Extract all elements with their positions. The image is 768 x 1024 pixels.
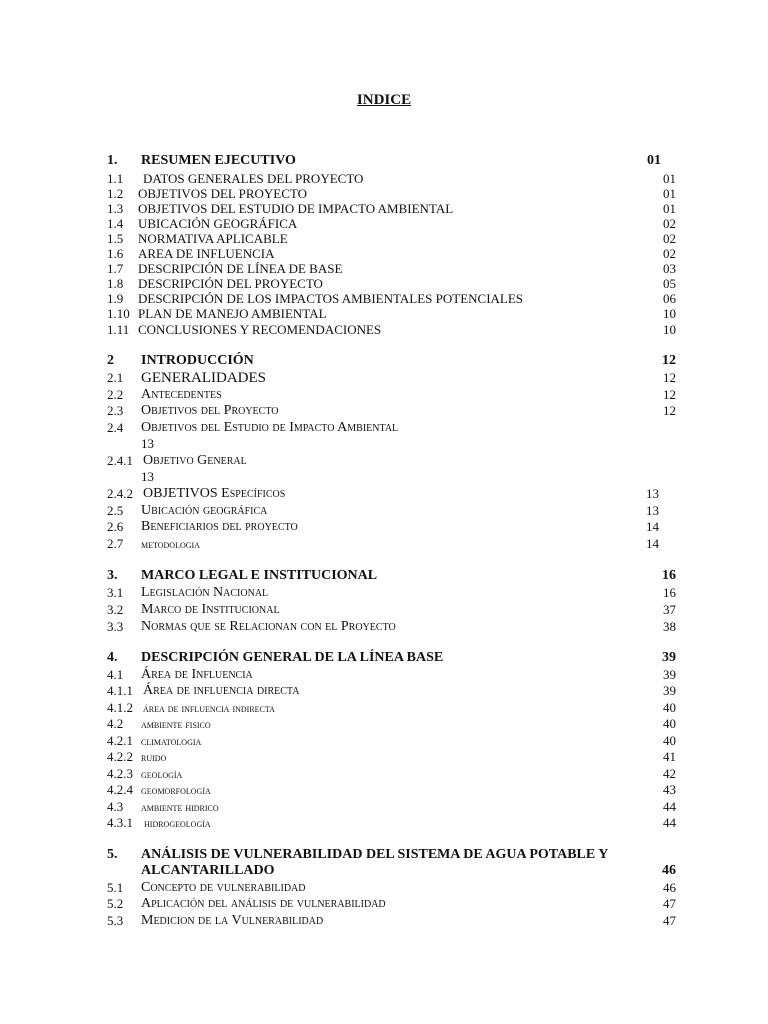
- item-page: 06: [663, 291, 676, 306]
- item-number: 2.6: [107, 519, 124, 534]
- item-page: 40: [663, 733, 676, 748]
- item-number: 1.9: [107, 291, 124, 306]
- item-number: 2.1: [107, 370, 124, 385]
- item-number: 2.4: [107, 420, 124, 435]
- section-title: INTRODUCCIÓN: [141, 353, 254, 368]
- item-page: 42: [663, 766, 676, 781]
- section-number: 5.: [107, 847, 118, 862]
- item-number: 4.2.3: [107, 766, 133, 781]
- toc-item-2-3: [0, 402, 768, 420]
- toc-item-2-4: [0, 419, 768, 437]
- item-number: 4.1.2: [107, 700, 133, 715]
- item-page: 47: [663, 896, 676, 911]
- section-title-continued: ALCANTARILLADO: [141, 863, 275, 878]
- toc-item-4-3-1: [0, 814, 768, 832]
- toc-section-4: [0, 649, 768, 667]
- item-number: 1.10: [107, 306, 130, 321]
- item-title: OBJETIVOS DEL PROYECTO: [138, 186, 308, 201]
- item-title: OBJETIVOS Específicos: [143, 486, 286, 501]
- toc-item-2-6: [0, 518, 768, 536]
- item-title: Objetivo General: [143, 453, 247, 468]
- item-title: OBJETIVOS DEL ESTUDIO DE IMPACTO AMBIENTAL: [138, 201, 454, 216]
- toc-item-4-2: [0, 715, 768, 733]
- item-page: 01: [663, 201, 676, 216]
- item-page: 02: [663, 246, 676, 261]
- item-number: 1.11: [107, 322, 130, 337]
- item-title: DESCRIPCIÓN DE LÍNEA DE BASE: [138, 261, 343, 276]
- item-title: Objetivos del Proyecto: [141, 403, 279, 418]
- item-page: 01: [663, 186, 676, 201]
- toc-item-2-4-1: [0, 452, 768, 470]
- item-number: 1.8: [107, 276, 124, 291]
- item-title: Normas que se Relacionan con el Proyecto: [141, 619, 396, 634]
- item-title: Ubicación geográfica: [141, 503, 268, 518]
- item-title: metodologia: [141, 537, 200, 551]
- item-page: 40: [663, 700, 676, 715]
- item-number: 2.2: [107, 387, 124, 402]
- toc-item-2-7: [0, 535, 768, 553]
- toc-item-3-1: [0, 584, 768, 602]
- section-page: 01: [647, 153, 661, 168]
- item-page: 44: [663, 815, 676, 830]
- item-page: 01: [663, 171, 676, 186]
- toc-item-3-2: [0, 601, 768, 619]
- item-page: 10: [663, 322, 676, 337]
- item-number: 2.5: [107, 503, 124, 518]
- item-page: 13: [646, 486, 659, 501]
- toc-section-3: [0, 567, 768, 585]
- toc-item-2-4-2: [0, 485, 768, 503]
- item-page: 10: [663, 306, 676, 321]
- item-number: 1.1: [107, 171, 124, 186]
- item-page: 41: [663, 749, 676, 764]
- toc-section-1: [0, 152, 768, 170]
- section-title: MARCO LEGAL E INSTITUCIONAL: [141, 568, 378, 583]
- item-number: 1.4: [107, 216, 124, 231]
- item-number: 5.1: [107, 880, 124, 895]
- item-page: 12: [663, 403, 676, 418]
- item-number: 2.3: [107, 403, 124, 418]
- item-title: NORMATIVA APLICABLE: [138, 231, 288, 246]
- item-number: 4.1.1: [107, 683, 133, 698]
- item-page: 02: [663, 231, 676, 246]
- page-title: INDICE: [356, 92, 412, 108]
- item-page: 12: [663, 387, 676, 402]
- item-page: 05: [663, 276, 676, 291]
- item-title: Legislación Nacional: [141, 585, 269, 600]
- toc-item-2-1: [0, 369, 768, 387]
- item-number: 4.3.1: [107, 815, 133, 830]
- section-title: RESUMEN EJECUTIVO: [141, 153, 296, 168]
- item-number: 2.4.1: [107, 453, 133, 468]
- item-page: 14: [646, 519, 659, 534]
- toc-item-2-4-page: 13: [141, 436, 154, 451]
- item-title: Antecedentes: [141, 387, 222, 402]
- item-number: 2.7: [107, 536, 124, 551]
- item-title: CONCLUSIONES Y RECOMENDACIONES: [138, 322, 382, 337]
- item-number: 3.3: [107, 619, 124, 634]
- item-title: GENERALIDADES: [141, 370, 266, 386]
- item-title: DATOS GENERALES DEL PROYECTO: [143, 171, 364, 186]
- item-number: 4.1: [107, 667, 124, 682]
- item-number: 3.1: [107, 585, 124, 600]
- toc-item-2-4-1-page: 13: [141, 469, 154, 484]
- item-page: 12: [663, 370, 676, 385]
- item-title: Medicion de la Vulnerabilidad: [141, 913, 324, 928]
- toc-item-1-11: [0, 321, 768, 339]
- item-page: 40: [663, 716, 676, 731]
- item-page: 44: [663, 799, 676, 814]
- item-title: Área de influencia directa: [143, 683, 300, 698]
- item-title: área de influencia indirecta: [143, 701, 275, 715]
- item-title: PLAN DE MANEJO AMBIENTAL: [138, 306, 327, 321]
- item-title: geomorfología: [141, 783, 211, 797]
- item-page: 43: [663, 782, 676, 797]
- item-title: DESCRIPCIÓN DE LOS IMPACTOS AMBIENTALES POTENCIALES: [138, 291, 524, 306]
- section-number: 2: [107, 353, 114, 368]
- item-number: 1.5: [107, 231, 124, 246]
- section-number: 4.: [107, 650, 118, 665]
- item-page: 47: [663, 913, 676, 928]
- toc-item-3-3: [0, 618, 768, 636]
- item-page: 13: [646, 503, 659, 518]
- item-page: 02: [663, 216, 676, 231]
- item-number: 2.4.2: [107, 486, 133, 501]
- toc-item-4-2-2: [0, 748, 768, 766]
- item-title: Objetivos del Estudio de Impacto Ambiental: [141, 420, 399, 435]
- item-title: ambiente fisico: [141, 717, 211, 731]
- section-page: 46: [662, 863, 676, 878]
- section-number: 1.: [107, 153, 118, 168]
- item-title: Marco de Institucional: [141, 602, 280, 617]
- item-title: ruido: [141, 750, 167, 764]
- section-page: 12: [662, 353, 676, 368]
- toc-item-4-2-4: [0, 781, 768, 799]
- item-title: Área de Influencia: [141, 667, 253, 682]
- item-number: 5.3: [107, 913, 124, 928]
- item-title: climatologia: [141, 734, 202, 748]
- section-page: 16: [662, 568, 676, 583]
- item-title: Beneficiarios del proyecto: [141, 519, 298, 534]
- item-number: 4.2.2: [107, 749, 133, 764]
- item-number: 1.7: [107, 261, 124, 276]
- item-title: AREA DE INFLUENCIA: [138, 246, 275, 261]
- toc-item-5-3: [0, 912, 768, 930]
- item-number: 4.2: [107, 716, 124, 731]
- item-number: 4.2.4: [107, 782, 133, 797]
- item-page: 14: [646, 536, 659, 551]
- section-page: 39: [662, 650, 676, 665]
- item-title: ambiente hidrico: [141, 800, 219, 814]
- item-number: 1.2: [107, 186, 124, 201]
- item-title: DESCRIPCIÓN DEL PROYECTO: [138, 276, 323, 291]
- item-title: hidrogeología: [144, 816, 211, 830]
- item-title: geología: [141, 767, 183, 781]
- item-page: 03: [663, 261, 676, 276]
- item-page: 39: [663, 683, 676, 698]
- section-number: 3.: [107, 568, 118, 583]
- item-page: 37: [663, 602, 676, 617]
- toc-section-2: [0, 352, 768, 370]
- section-title: ANÁLISIS DE VULNERABILIDAD DEL SISTEMA DE AGUA POTABLE Y: [141, 847, 609, 862]
- toc-section-5-line2: [0, 862, 768, 880]
- item-number: 3.2: [107, 602, 124, 617]
- item-number: 1.3: [107, 201, 124, 216]
- toc-item-5-2: [0, 895, 768, 913]
- toc-item-4-1-1: [0, 682, 768, 700]
- item-number: 1.6: [107, 246, 124, 261]
- item-page: 46: [663, 880, 676, 895]
- item-page: 39: [663, 667, 676, 682]
- item-page: 38: [663, 619, 676, 634]
- item-number: 5.2: [107, 896, 124, 911]
- item-title: Concepto de vulnerabilidad: [141, 880, 306, 895]
- item-number: 4.2.1: [107, 733, 133, 748]
- item-number: 4.3: [107, 799, 124, 814]
- section-title: DESCRIPCIÓN GENERAL DE LA LÍNEA BASE: [141, 650, 444, 665]
- item-title: Aplicación del análisis de vulnerabilidad: [141, 896, 386, 911]
- item-page: 16: [663, 585, 676, 600]
- item-title: UBICACIÓN GEOGRÁFICA: [138, 216, 298, 231]
